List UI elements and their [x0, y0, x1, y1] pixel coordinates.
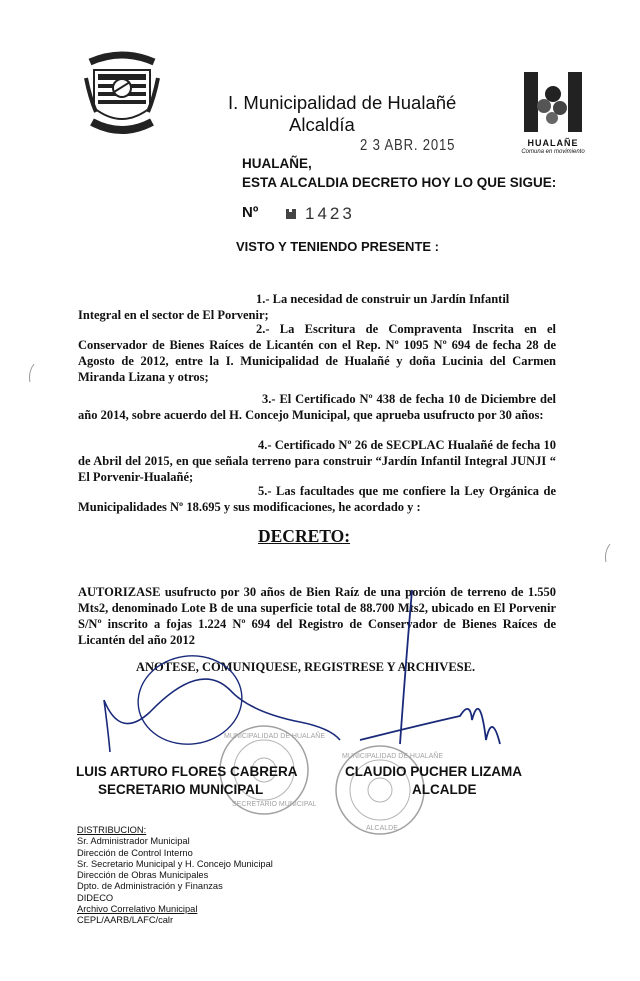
institution-subtitle: Alcaldía — [289, 114, 355, 135]
received-date-stamp: 2 3 ABR. 2015 — [360, 137, 456, 154]
decree-number-label: Nº — [242, 204, 259, 221]
distribution-list — [77, 825, 273, 927]
number-stamp-mark-icon — [285, 207, 297, 219]
mayor-name: CLAUDIO PUCHER LIZAMA — [345, 764, 522, 779]
visto-heading: VISTO Y TENIENDO PRESENTE : — [236, 239, 439, 254]
consideration-1-start: 1.- La necesidad de construir un Jardín Infantil — [256, 292, 510, 306]
list-item: Dirección de Control Interno — [77, 847, 193, 858]
decree-number-value: 1423 — [305, 204, 355, 223]
place-heading: HUALAÑE, — [242, 156, 312, 171]
decree-title: DECRETO: — [258, 526, 351, 546]
secretary-seal-top-text: MUNICIPALIDAD DE HUALAÑE — [224, 733, 326, 740]
crest-emblem-icon — [84, 48, 160, 140]
consideration-3 — [78, 391, 556, 423]
consideration-4-text: 4.- Certificado Nº 26 de SECPLAC Hualañé de fecha 10 de Abril del 2015, en que señala terreno para construir “Jardín Infantil Integral JUNJI “ El Porvenir-Hualañé; — [78, 438, 556, 484]
consideration-2-text: 2.- La Escritura de Compraventa Inscrita en el Conservador de Bienes Raíces de Licantén con el Rep. Nº 1095 Nº 694 de fecha 28 de Agosto de 2012, entre la I. Municipalidad de Hualañé y doña Lucinia del Carmen Miranda Lizana y otros; — [78, 322, 556, 384]
decree-intro: ESTA ALCALDIA DECRETO HOY LO QUE SIGUE: — [242, 175, 557, 190]
list-item: Archivo Correlativo Municipal — [77, 904, 198, 915]
margin-mark-icon — [606, 544, 611, 562]
secretary-seal-bottom-text: SECRETARIO MUNICIPAL — [232, 801, 317, 808]
institution-title: I. Municipalidad de Hualañé — [228, 92, 457, 113]
consideration-1-end: Integral en el sector de El Porvenir; — [78, 308, 269, 322]
margin-mark-icon — [30, 364, 35, 382]
list-item: Dpto. de Administración y Finanzas — [77, 881, 223, 892]
secretary-name: LUIS ARTURO FLORES CABRERA — [76, 764, 298, 779]
list-item: DIDECO — [77, 892, 114, 903]
secretary-role: SECRETARIO MUNICIPAL — [98, 782, 264, 797]
mayor-role: ALCALDE — [412, 782, 477, 797]
left-signature-icon — [104, 679, 340, 752]
mayor-seal-bottom-text: ALCALDE — [366, 825, 398, 832]
consideration-5 — [78, 483, 556, 515]
mayor-seal-top-text: MUNICIPALIDAD DE HUALAÑE — [342, 753, 444, 760]
list-item: Sr. Secretario Municipal y H. Concejo Municipal — [77, 858, 273, 869]
hualane-logo — [520, 70, 586, 140]
distribution-title: DISTRIBUCION: — [77, 825, 147, 835]
logo-name: HUALAÑE — [527, 138, 579, 148]
list-item: Sr. Administrador Municipal — [77, 836, 190, 847]
logo-tagline: Comuna en movimiento — [521, 149, 585, 155]
municipal-crest — [84, 48, 160, 140]
consideration-2 — [78, 321, 556, 385]
consideration-4 — [78, 437, 556, 485]
list-item: CEPL/AARB/LAFC/calr — [77, 915, 174, 926]
decree-closing: ANOTESE, COMUNIQUESE, REGISTRESE Y ARCHIVESE. — [136, 660, 476, 674]
list-item: Dirección de Obras Municipales — [77, 870, 209, 881]
consideration-5-text: 5.- Las facultades que me confiere la Ley Orgánica de Municipalidades Nº 18.695 y sus modificaciones, he acordado y : — [78, 484, 556, 514]
decree-body: AUTORIZASE usufructo por 30 años de Bien Raíz de una porción de terreno de 1.550 Mts2, denominado Lote B de una superficie total de 88.700 Mts2, ubicado en El Porvenir S/Nº inscrito a fojas 1.224 Nº 694 del Registro de Conservador de Bienes Raíces de Licantén del año 2012 — [78, 585, 556, 647]
hualane-h-logo-icon — [520, 70, 586, 140]
consideration-3-text: 3.- El Certificado Nº 438 de fecha 10 de Diciembre del año 2014, sobre acuerdo del H. Concejo Municipal, que aprueba usufructo por 30 años: — [78, 392, 556, 422]
